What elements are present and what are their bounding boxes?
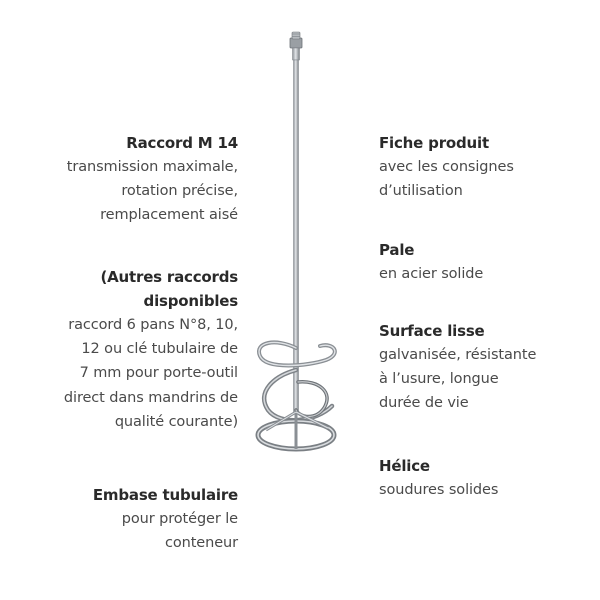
- feature-title: Fiche produit: [379, 134, 489, 152]
- feature-line: conteneur: [164, 535, 238, 552]
- feature-raccord-m14: [67, 131, 238, 228]
- feature-title: Surface lisse: [379, 322, 485, 340]
- coupling-nut: [290, 38, 302, 48]
- feature-line: d’utilisation: [379, 183, 463, 200]
- feature-line: 12 ou clé tubulaire de: [81, 341, 238, 358]
- mixer-shaft: [294, 60, 299, 412]
- feature-title: Pale: [379, 241, 415, 259]
- feature-helice: [379, 454, 498, 502]
- feature-surface-lisse: [379, 319, 536, 416]
- paddle-mixer-icon: [246, 30, 346, 470]
- feature-line: qualité courante): [114, 413, 238, 430]
- feature-line: rotation précise,: [121, 183, 238, 200]
- feature-title: disponibles: [143, 292, 238, 310]
- feature-line: en acier solide: [379, 266, 484, 282]
- feature-embase-tubulaire: [93, 483, 238, 555]
- feature-line: 7 mm pour porte-outil: [79, 365, 238, 382]
- feature-line: soudures solides: [379, 482, 499, 498]
- feature-line: à l’usure, longue: [379, 371, 499, 388]
- feature-line: durée de vie: [379, 395, 469, 412]
- feature-autres-raccords: [64, 265, 238, 434]
- feature-line: galvanisée, résistante: [379, 347, 537, 363]
- coupling-thread: [292, 32, 300, 39]
- feature-title: Hélice: [379, 457, 430, 475]
- feature-fiche-produit: [379, 131, 514, 203]
- feature-title: Embase tubulaire: [92, 486, 238, 504]
- feature-line: remplacement aisé: [100, 207, 238, 224]
- feature-line: raccord 6 pans N°8, 10,: [68, 317, 238, 333]
- feature-pale: [379, 238, 483, 286]
- feature-line: direct dans mandrins de: [63, 389, 238, 406]
- feature-line: pour protéger le: [121, 511, 238, 527]
- feature-line: transmission maximale,: [66, 159, 238, 175]
- feature-title: Raccord M 14: [126, 134, 238, 152]
- coupling-neck: [293, 48, 300, 60]
- feature-line: avec les consignes: [379, 159, 514, 175]
- feature-title: (Autres raccords: [100, 268, 238, 286]
